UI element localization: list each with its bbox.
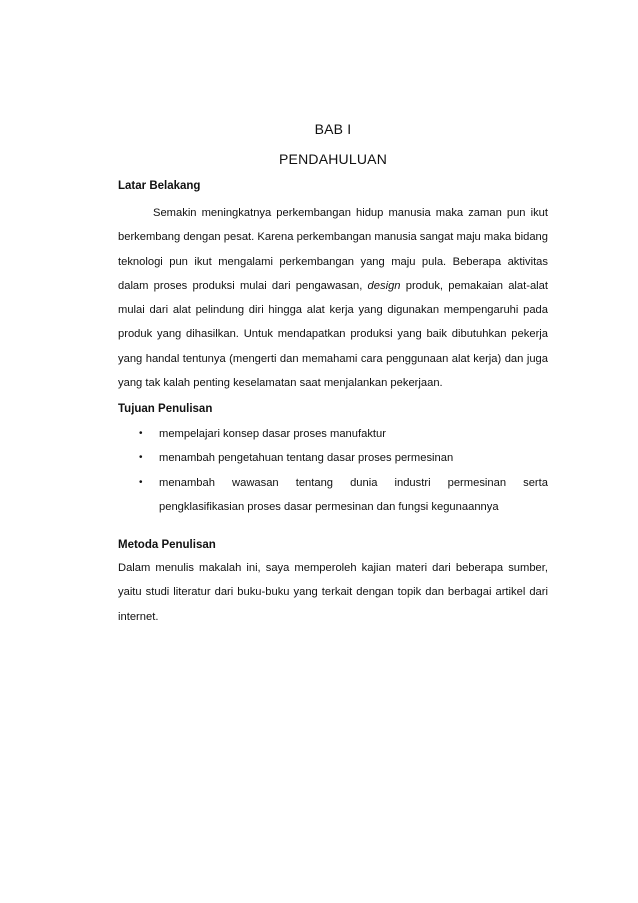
section-heading: Tujuan Penulisan — [118, 403, 213, 415]
bullet-list — [118, 422, 548, 519]
section-latar-belakang — [118, 179, 548, 395]
paragraph-text: Semakin meningkatnya perkembangan hidup manusia maka zaman pun ikut berkembang dengan pesat. Karena perkembangan manusia sangat maju maka bidang teknologi pun ikut mengalami perkembangan yang maju pula. Beberapa aktivitas dalam proses produksi mulai dari pengawasan, — [118, 207, 548, 292]
section-heading: Latar Belakang — [118, 180, 201, 192]
section-heading: Metoda Penulisan — [118, 539, 216, 551]
section-paragraph: Dalam menulis makalah ini, saya memperoleh kajian materi dari beberapa sumber, yaitu studi literatur dari buku-buku yang terkait dengan topik dan berbagai artikel dari internet. — [118, 562, 548, 623]
bullet-icon: • — [139, 452, 143, 464]
list-item-text: menambah pengetahuan tentang dasar proses permesinan — [159, 452, 454, 465]
list-item-text: menambah wawasan tentang dunia industri permesinan serta pengklasifikasian proses dasar permesinan dan fungsi kegunaannya — [159, 476, 548, 513]
bullet-icon: • — [139, 476, 143, 488]
section-paragraph — [118, 201, 548, 395]
italic-term: design — [367, 279, 401, 292]
paragraph-text: produk, pemakaian alat-alat mulai dari alat pelindung diri hingga alat kerja yang digunakan mempengaruhi pada produk yang dihasilkan. Untuk mendapatkan produksi yang baik dibutuhkan pekerja yang handal tentunya (mengerti dan memahami cara penggunaan alat kerja) dan juga yang tak kalah penting keselamatan saat menjalankan pekerjaan. — [118, 279, 548, 390]
section-metoda-penulisan — [118, 538, 548, 629]
bullet-icon: • — [139, 428, 143, 439]
list-item-text: mempelajari konsep dasar proses manufaktur — [159, 428, 386, 440]
list-item — [118, 422, 548, 446]
list-item — [118, 446, 548, 470]
section-tujuan-penulisan — [118, 402, 548, 519]
chapter-title: PENDAHULUAN — [279, 151, 387, 167]
list-item — [118, 471, 548, 520]
chapter-number: BAB I — [314, 121, 352, 137]
